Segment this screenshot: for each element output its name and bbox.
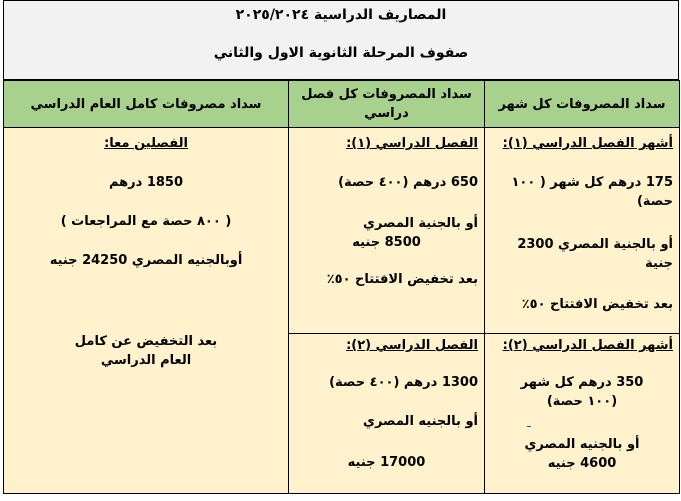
monthly-term1-cell: [485, 128, 680, 334]
full-year-cell: [4, 128, 289, 494]
col-year-header: سداد مصروفات كامل العام الدراسي: [4, 81, 289, 128]
monthly-term1-price: 175 درهم كل شهر ( ١٠٠ حصة): [511, 175, 673, 209]
term1-discount: بعد تخفيض الافتتاح ٥٠٪: [326, 272, 478, 287]
term1-price: 650 درهم (٤٠٠ حصة): [338, 175, 478, 190]
monthly-term1-title: أشهر الفصل الدراسي (١):: [502, 136, 673, 151]
monthly-term2-price: 350 درهم كل شهر (١٠٠ حصة): [520, 375, 644, 409]
term2-cell: [289, 334, 485, 494]
spellcheck-mark: [527, 426, 531, 427]
term2-egp-label: أو بالجنيه المصري: [363, 414, 478, 429]
term1-egp-value: 8500 جنيه: [352, 235, 421, 250]
full-year-sessions: ( ٨٠٠ حصة مع المراجعات ): [60, 214, 232, 229]
monthly-term2-egp-label: أو بالجنيه المصري: [524, 437, 640, 452]
monthly-term1-discount: بعد تخفيض الافتتاح ٥٠٪: [521, 297, 673, 312]
term1-row: [4, 128, 680, 334]
column-header-row: [4, 81, 680, 128]
term2-price: 1300 درهم (٤٠٠ حصة): [329, 375, 478, 390]
page-subtitle: صفوف المرحلة الثانوية الاول والثاني: [213, 45, 469, 61]
col-monthly-header: سداد المصروفات كل شهر: [485, 81, 680, 128]
full-year-egp: أوبالجنيه المصري 24250 جنيه: [49, 253, 243, 268]
col-term-header: سداد المصروفات كل فصل دراسي: [289, 81, 485, 128]
term1-title: الفصل الدراسي (١):: [346, 136, 478, 151]
monthly-term1-egp: أو بالجنية المصري 2300 جنية: [517, 237, 673, 271]
monthly-term2-cell: [485, 334, 680, 494]
full-year-title: الفصلين معا:: [104, 136, 188, 151]
page-title: المصاريف الدراسية ٢٠٢٥/٢٠٢٤: [235, 7, 447, 23]
term2-egp-value: 17000 جنيه: [347, 455, 426, 470]
fees-table: [3, 80, 680, 494]
monthly-term2-title: أشهر الفصل الدراسي (٢):: [502, 338, 673, 353]
header-box: [3, 0, 679, 80]
term1-egp-label: أو بالجنية المصري: [363, 216, 478, 231]
monthly-term2-egp-value: 4600 جنيه: [547, 456, 617, 471]
full-year-price: 1850 درهم: [108, 175, 184, 190]
term2-title: الفصل الدراسي (٢):: [346, 338, 478, 353]
full-year-discount: بعد التخفيض عن كامل العام الدراسي: [74, 334, 218, 368]
term1-cell: [289, 128, 485, 334]
